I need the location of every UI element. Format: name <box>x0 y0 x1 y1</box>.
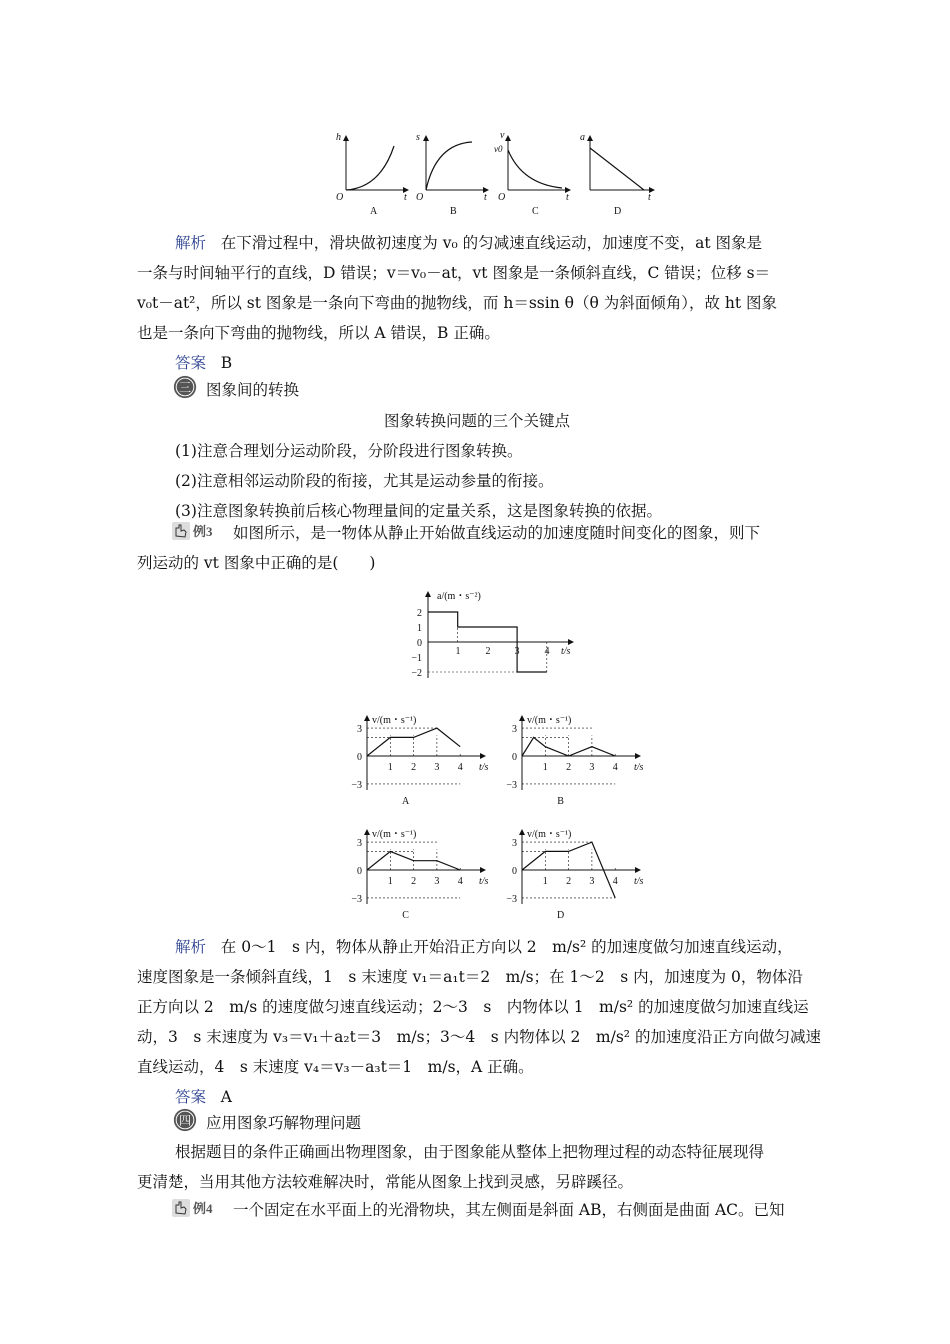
x-tick-label: 3 <box>434 762 440 773</box>
vt-ylabel: v/(m・s⁻¹) <box>372 715 417 726</box>
vt-caption: C <box>402 910 409 920</box>
x-tick-label: 1 <box>387 876 393 887</box>
key-points-heading: 图象转换问题的三个关键点 <box>383 412 570 430</box>
vt-chart-b <box>487 712 657 806</box>
x-tick-label: 2 <box>411 876 417 887</box>
paragraph-4: 根据题目的条件正确画出物理图象，由于图象能从整体上把物理过程的动态特征展现得 更清楚，当用其他方法较难解决时，常能从图象上找到灵感，另辟蹊径。 <box>137 1143 765 1191</box>
vt-chart-c <box>332 826 502 920</box>
x-tick-label: 4 <box>612 876 618 887</box>
graph-b-caption: B <box>450 206 457 217</box>
vt-ylabel: v/(m・s⁻¹) <box>527 715 572 726</box>
answer-value: A <box>220 1088 232 1106</box>
x-tick-label: 2 <box>566 762 572 773</box>
vt-chart-a <box>332 712 502 806</box>
vt-chart-d <box>487 826 657 920</box>
analysis-label: 解析 <box>175 234 207 252</box>
svg-text:v0: v0 <box>494 144 503 154</box>
top-figure <box>330 128 660 220</box>
svg-text:t: t <box>648 192 651 203</box>
svg-text:t: t <box>404 192 407 203</box>
list-item: (3)注意图象转换前后核心物理量间的定量关系，这是图象转换的依据。 <box>175 502 662 520</box>
section-title: 应用图象巧解物理问题 <box>206 1114 362 1132</box>
y-tick-label: −3 <box>506 893 517 905</box>
svg-text:t: t <box>566 192 569 203</box>
svg-text:s: s <box>416 132 420 143</box>
y-tick-label: −3 <box>351 893 362 905</box>
vt-ylabel: v/(m・s⁻¹) <box>527 829 572 840</box>
x-tick-label: 1 <box>387 762 393 773</box>
svg-text:t: t <box>484 192 487 203</box>
svg-text:O: O <box>416 192 424 203</box>
vt-xlabel: t/s <box>479 876 489 887</box>
x-tick-label: 1 <box>542 876 548 887</box>
svg-text:2: 2 <box>485 646 491 657</box>
svg-text:例3: 例3 <box>193 524 213 539</box>
y-tick-label: 0 <box>357 866 362 877</box>
vt-ylabel: v/(m・s⁻¹) <box>372 829 417 840</box>
vt-series-line <box>367 851 460 870</box>
y-tick-label: −3 <box>351 779 362 791</box>
example-4-text: 一个固定在水平面上的光滑物块，其左侧面是斜面 AB，右侧面是曲面 AC。已知 <box>233 1201 785 1219</box>
vt-caption: A <box>401 796 410 806</box>
accel-chart <box>395 586 585 680</box>
svg-text:−1: −1 <box>411 653 422 664</box>
graph-d-caption: D <box>614 206 622 217</box>
vt-xlabel: t/s <box>634 876 644 887</box>
svg-text:1: 1 <box>455 646 461 657</box>
svg-text:−2: −2 <box>411 668 422 679</box>
graph-a <box>336 132 408 217</box>
graph-a-caption: A <box>370 206 378 217</box>
accel-ylabel: a/(m・s⁻²) <box>437 591 481 602</box>
graph-c-caption: C <box>532 206 539 217</box>
y-tick-label: 3 <box>512 838 517 850</box>
svg-text:1: 1 <box>417 623 422 634</box>
y-tick-label: 0 <box>512 866 517 877</box>
vt-xlabel: t/s <box>634 762 644 773</box>
svg-text:0: 0 <box>417 638 422 649</box>
graph-b <box>416 132 488 217</box>
section-badge-icon <box>172 1107 198 1133</box>
x-tick-label: 3 <box>589 762 595 773</box>
y-tick-label: 3 <box>512 724 517 736</box>
svg-text:a: a <box>580 132 585 143</box>
y-tick-label: −3 <box>506 779 517 791</box>
vt-caption: D <box>556 910 565 920</box>
analysis-1: 解析 在下滑过程中，滑块做初速度为 v₀ 的匀减速直线运动，加速度不变，at 图象是 一条与时间轴平行的直线，D 错误；v＝v₀－at，vt 图象是一条倾斜直线，C 错误；位移 s＝ v₀t－at²，所以 st 图象是一条向下弯曲的抛物线，而 h＝ssin θ（θ 为斜面倾角），故 ht 图象 也是一条向下弯曲的抛物线，所以 A 错误，B 正确。 答案 B <box>137 234 778 372</box>
svg-text:O: O <box>336 192 344 203</box>
x-tick-label: 2 <box>411 762 417 773</box>
y-tick-label: 3 <box>357 724 362 736</box>
x-tick-label: 3 <box>589 876 595 887</box>
svg-text:O: O <box>498 192 506 203</box>
analysis-label: 解析 <box>175 938 207 956</box>
analysis-2: 解析 在 0～1 s 内，物体从静止开始沿正方向以 2 m/s² 的加速度做匀加速直线运动， 速度图象是一条倾斜直线，1 s 末速度 v₁＝a₁t＝2 m/s；在 1～2 s 内，加速度为 0，物体沿 正方向以 2 m/s 的速度做匀速直线运动；2～3 s 内物体以 1 m/s² 的加速度做匀加速直线运 动，3 s 末速度为 v₃＝v₁＋a₂t＝3 m/s；3～4 s 内物体以 2 m/s² 的加速度沿正方向做匀减速 直线运动，4 s 末速度 v₄＝v₃－a₃t＝1 m/s，A 正确。 答案 A <box>137 938 821 1106</box>
svg-text:2: 2 <box>417 608 422 619</box>
vt-caption: B <box>557 796 564 806</box>
example-3-text: 如图所示，是一物体从静止开始做直线运动的加速度随时间变化的图象，则下 列运动的 vt 图象中正确的是( ) <box>137 524 761 572</box>
x-tick-label: 4 <box>612 762 618 773</box>
graph-d <box>580 132 654 217</box>
y-tick-label: 0 <box>512 752 517 763</box>
key-points-list <box>137 436 817 526</box>
svg-text:例4: 例4 <box>193 1201 213 1216</box>
section-badge-icon <box>172 374 198 400</box>
answer-value: B <box>220 354 233 372</box>
svg-text:四: 四 <box>178 1113 192 1128</box>
x-tick-label: 1 <box>542 762 548 773</box>
svg-text:3: 3 <box>514 646 520 657</box>
x-tick-label: 3 <box>434 876 440 887</box>
list-item: (1)注意合理划分运动阶段，分阶段进行图象转换。 <box>175 442 523 460</box>
list-item: (2)注意相邻运动阶段的衔接，尤其是运动参量的衔接。 <box>175 472 554 490</box>
section-title: 图象间的转换 <box>206 381 300 399</box>
x-tick-label: 4 <box>457 762 463 773</box>
accel-xlabel: t/s <box>561 646 571 657</box>
answer-label: 答案 <box>175 354 207 372</box>
y-tick-label: 0 <box>357 752 362 763</box>
x-tick-label: 2 <box>566 876 572 887</box>
x-tick-label: 4 <box>457 876 463 887</box>
svg-text:4: 4 <box>544 646 550 657</box>
vt-xlabel: t/s <box>479 762 489 773</box>
y-tick-label: 3 <box>357 838 362 850</box>
svg-text:v: v <box>500 130 505 141</box>
answer-label: 答案 <box>175 1088 207 1106</box>
svg-text:三: 三 <box>178 380 192 395</box>
graph-a-ylabel: h <box>336 132 341 143</box>
graph-c <box>494 130 570 217</box>
